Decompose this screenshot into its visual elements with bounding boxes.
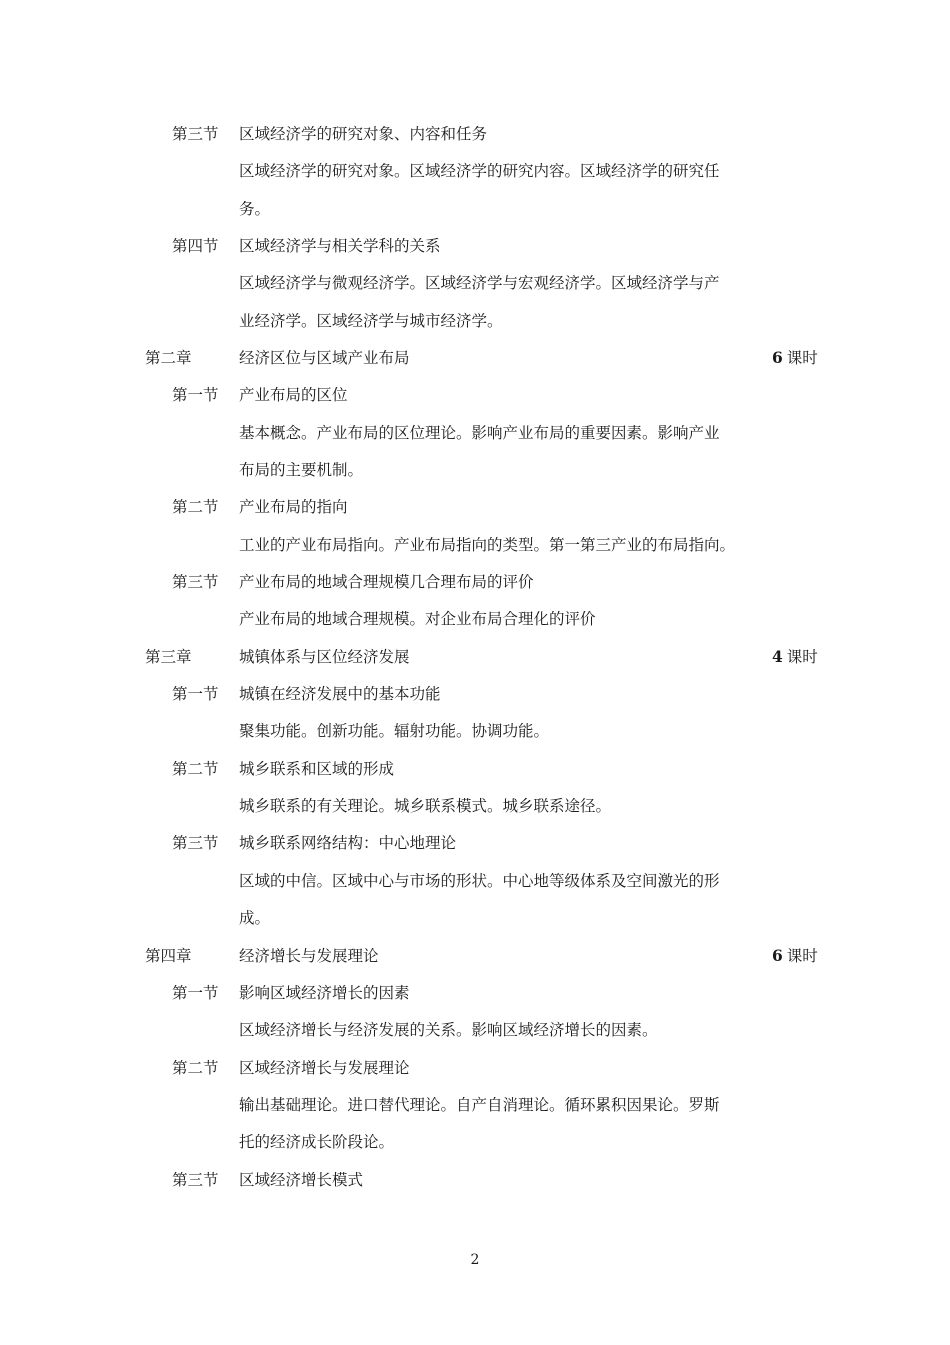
section-title: 影响区域经济增长的因素 [239,984,410,1002]
section-body: 托的经济成长阶段论。 [239,1133,395,1151]
section-body: 输出基础理论。进口替代理论。自产自消理论。循环累积因果论。罗斯 [239,1096,720,1114]
chapter-label: 第三章 [145,648,192,666]
section-title: 区域经济增长模式 [239,1171,364,1189]
section-label: 第二节 [172,1059,219,1077]
section-body: 务。 [239,200,271,218]
section-label: 第一节 [172,984,219,1002]
section-title: 城乡联系和区域的形成 [239,760,395,778]
chapter-label: 第二章 [145,349,192,367]
section-title: 产业布局的区位 [239,386,348,404]
section-label: 第二节 [172,760,219,778]
section-body: 聚集功能。创新功能。辐射功能。协调功能。 [239,722,550,740]
section-title: 区域经济增长与发展理论 [239,1059,410,1077]
section-body: 工业的产业布局指向。产业布局指向的类型。第一第三产业的布局指向。 [239,536,736,554]
section-title: 城乡联系网络结构：中心地理论 [239,834,457,852]
section-body: 城乡联系的有关理论。城乡联系模式。城乡联系途径。 [239,797,612,815]
section-body: 布局的主要机制。 [239,461,364,479]
section-title: 产业布局的指向 [239,498,348,516]
section-body: 基本概念。产业布局的区位理论。影响产业布局的重要因素。影响产业 [239,424,720,442]
section-body: 成。 [239,909,271,927]
chapter-label: 第四章 [145,947,192,965]
chapter-title: 经济增长与发展理论 [239,947,379,965]
section-body: 区域经济增长与经济发展的关系。影响区域经济增长的因素。 [239,1021,658,1039]
chapter-hours: 4 课时 [772,647,818,666]
section-body: 业经济学。区域经济学与城市经济学。 [239,312,503,330]
chapter-hours: 6 课时 [772,946,818,965]
section-body: 区域经济学与微观经济学。区域经济学与宏观经济学。区域经济学与产 [239,274,720,292]
section-body: 区域的中信。区域中心与市场的形状。中心地等级体系及空间激光的形 [239,872,720,890]
section-body: 区域经济学的研究对象。区域经济学的研究内容。区域经济学的研究任 [239,162,720,180]
chapter-hours: 6 课时 [772,348,818,367]
section-title: 城镇在经济发展中的基本功能 [239,685,441,703]
chapter-title: 经济区位与区域产业布局 [239,349,410,367]
section-body: 产业布局的地域合理规模。对企业布局合理化的评价 [239,610,596,628]
section-label: 第三节 [172,1171,219,1189]
section-label: 第三节 [172,573,219,591]
section-label: 第一节 [172,685,219,703]
section-label: 第一节 [172,386,219,404]
chapter-title: 城镇体系与区位经济发展 [239,648,410,666]
section-title: 区域经济学与相关学科的关系 [239,237,441,255]
section-title: 产业布局的地域合理规模几合理布局的评价 [239,573,534,591]
page-number: 2 [470,1252,480,1268]
section-label: 第三节 [172,834,219,852]
section-label: 第三节 [172,125,219,143]
section-title: 区域经济学的研究对象、内容和任务 [239,125,488,143]
section-label: 第二节 [172,498,219,516]
section-label: 第四节 [172,237,219,255]
